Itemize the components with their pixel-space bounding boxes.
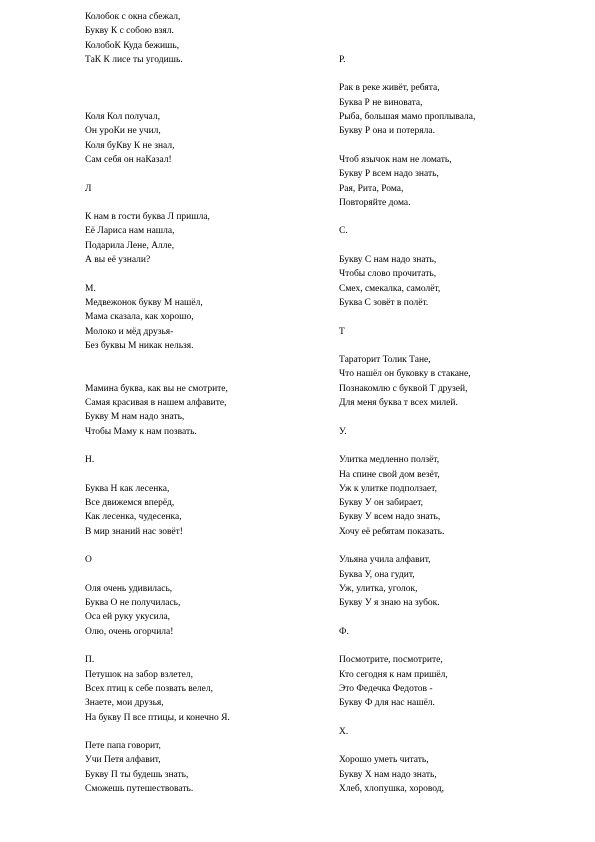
right-column-line: Х. (339, 726, 349, 737)
left-column-line: Самая красивая в нашем алфавите, (85, 398, 227, 409)
left-column-line: Учи Петя алфавит, (85, 755, 161, 766)
right-column-line: Букву Р всем надо знать, (339, 169, 439, 180)
left-column-line: Как лесенка, чудесенка, (85, 512, 182, 523)
left-column-line: М. (85, 283, 96, 294)
right-column-line: Буква У, она гудит, (339, 569, 415, 580)
left-column-line: Сможешь путешествовать. (85, 784, 194, 795)
left-column-line: Молоко и мёд друзья- (85, 326, 174, 337)
left-column-line (85, 367, 330, 381)
right-column-line: На спине свой дом везёт, (339, 469, 440, 480)
right-column-line: Чтобы слово прочитать, (339, 269, 437, 280)
right-column-line: Что нашёл он буковку в стакане, (339, 369, 471, 380)
right-column-line (339, 139, 579, 153)
right-column-line: С. (339, 226, 348, 237)
right-column-line: Хорошо уметь читать, (339, 755, 429, 766)
left-column-line (85, 725, 330, 739)
left-column-line: Н. (85, 455, 95, 466)
left-column-line: На букву П все птицы, и конечно Я. (85, 712, 230, 723)
left-column-line: Оса ей руку укусила, (85, 612, 171, 623)
right-column-line (339, 67, 579, 81)
right-column-line: Познакомлю с буквой Т друзей, (339, 383, 468, 394)
left-column-line: О (85, 555, 92, 566)
right-column-line: Ульяна учила алфавит, (339, 555, 431, 566)
right-column-line: Для меня буква т всех милей. (339, 398, 458, 409)
right-column-line (339, 410, 579, 424)
right-column-line (339, 24, 579, 38)
left-column-line: Буква О не получилась, (85, 598, 181, 609)
right-column-line (339, 711, 579, 725)
right-column-line (339, 539, 579, 553)
left-column-line: Петушок на забор взлетел, (85, 669, 193, 680)
left-column-line: Чтобы Маму к нам позвать. (85, 426, 197, 437)
left-column-line: Медвежонок букву М нашёл, (85, 297, 203, 308)
right-column-line: Букву У всем надо знать, (339, 512, 441, 523)
right-column-line: Хочу её ребятам показать. (339, 526, 445, 537)
right-column-line: Кто сегодня к нам пришёл, (339, 669, 448, 680)
left-column-line (85, 353, 330, 367)
right-column-line: Букву Р она и потеряла. (339, 126, 435, 137)
right-column-line: Рая, Рита, Рома, (339, 183, 404, 194)
right-column-line: Рыба, большая мамо проплывала, (339, 112, 476, 123)
right-column-line (339, 610, 579, 624)
left-column-line: Он уроКи не учил, (85, 126, 161, 137)
left-column-line (85, 196, 330, 210)
left-column-line (85, 639, 330, 653)
right-column-line: Букву У он забирает, (339, 498, 424, 509)
left-column-line: Знаете, мои друзья, (85, 698, 164, 709)
right-column-line (339, 39, 579, 53)
right-column-line: Ф. (339, 626, 349, 637)
left-column-line: В мир знаний нас зовёт! (85, 526, 183, 537)
right-column-line (339, 210, 579, 224)
right-column-line: Буква С зовёт в полёт. (339, 297, 429, 308)
left-column-line (85, 81, 330, 95)
right-column-line (339, 10, 579, 24)
left-column (85, 10, 330, 796)
left-column-line (85, 439, 330, 453)
right-column-line: Р. (339, 54, 346, 65)
left-column-line: П. (85, 655, 95, 666)
right-column-line: Посмотрите, посмотрите, (339, 655, 443, 666)
right-column-line: Букву У я знаю на зубок. (339, 598, 440, 609)
left-column-line: Буква Н как лесенка, (85, 483, 170, 494)
right-column-line (339, 339, 579, 353)
right-column-line (339, 310, 579, 324)
left-column-line: ТаК К лисе ты угодишь. (85, 54, 183, 65)
left-column-line: Без буквы М никак нельзя. (85, 340, 194, 351)
right-column-line: Тараторит Толик Тане, (339, 355, 431, 366)
left-column-line: Всех птиц к себе позвать велел, (85, 683, 213, 694)
left-column-line: Коля буКву К не знал, (85, 140, 175, 151)
left-column-line: Сам себя он наКазал! (85, 154, 172, 165)
left-column-line: Олю, очень огорчила! (85, 626, 174, 637)
right-column (339, 10, 579, 796)
left-column-line: Мамина буква, как вы не смотрите, (85, 383, 228, 394)
right-column-line: Букву Ф для нас нашёл. (339, 698, 435, 709)
right-column-line: Это Федечка Федотов - (339, 683, 433, 694)
left-column-line: Мама сказала, как хорошо, (85, 312, 194, 323)
left-column-line: Коля Кол получал, (85, 112, 160, 123)
right-column-line: Букву С нам надо знать, (339, 255, 437, 266)
right-column-line: Рак в реке живёт, ребята, (339, 83, 440, 94)
right-column-line: Чтоб язычок нам не ломать, (339, 154, 452, 165)
right-column-line: Уж, улитка, уголок, (339, 583, 418, 594)
left-column-line: К нам в гости буква Л пришла, (85, 212, 210, 223)
left-column-line: Букву М нам надо знать, (85, 412, 185, 423)
right-column-line: Т (339, 326, 345, 337)
left-column-line (85, 96, 330, 110)
left-column-line: Колобок с окна сбежал, (85, 12, 181, 22)
left-column-line: Л (85, 183, 92, 194)
right-column-line: Смех, смекалка, самолёт, (339, 283, 441, 294)
right-column-line: У. (339, 426, 347, 437)
right-column-line: Букву Х нам надо знать, (339, 769, 437, 780)
left-column-line: Её Лариса нам нашла, (85, 226, 175, 237)
left-column-line: Пете папа говорит, (85, 741, 161, 752)
right-column-line: Уж к улитке подползает, (339, 483, 437, 494)
right-column-line (339, 739, 579, 753)
left-column-line: А вы её узнали? (85, 255, 151, 266)
right-column-line (339, 239, 579, 253)
left-column-line: КолобоК Куда бежишь, (85, 40, 180, 51)
left-column-line (85, 267, 330, 281)
left-column-line: Все движемся вперёд, (85, 498, 175, 509)
left-column-line: Оля очень удивилась, (85, 583, 173, 594)
left-column-line (85, 568, 330, 582)
right-column-line: Хлеб, хлопушка, хоровод, (339, 784, 444, 795)
left-column-line (85, 468, 330, 482)
left-column-line: Подарила Лене, Алле, (85, 240, 175, 251)
right-column-line (339, 439, 579, 453)
right-column-line: Буква Р не виновата, (339, 97, 423, 108)
left-column-line (85, 539, 330, 553)
left-column-line (85, 167, 330, 181)
left-column-line: Букву К с собою взял. (85, 26, 174, 37)
right-column-line: Улитка медленно ползёт, (339, 455, 440, 466)
right-column-line: Повторяйте дома. (339, 197, 411, 208)
left-column-line (85, 67, 330, 81)
left-column-line: Букву П ты будешь знать, (85, 769, 189, 780)
right-column-line (339, 639, 579, 653)
